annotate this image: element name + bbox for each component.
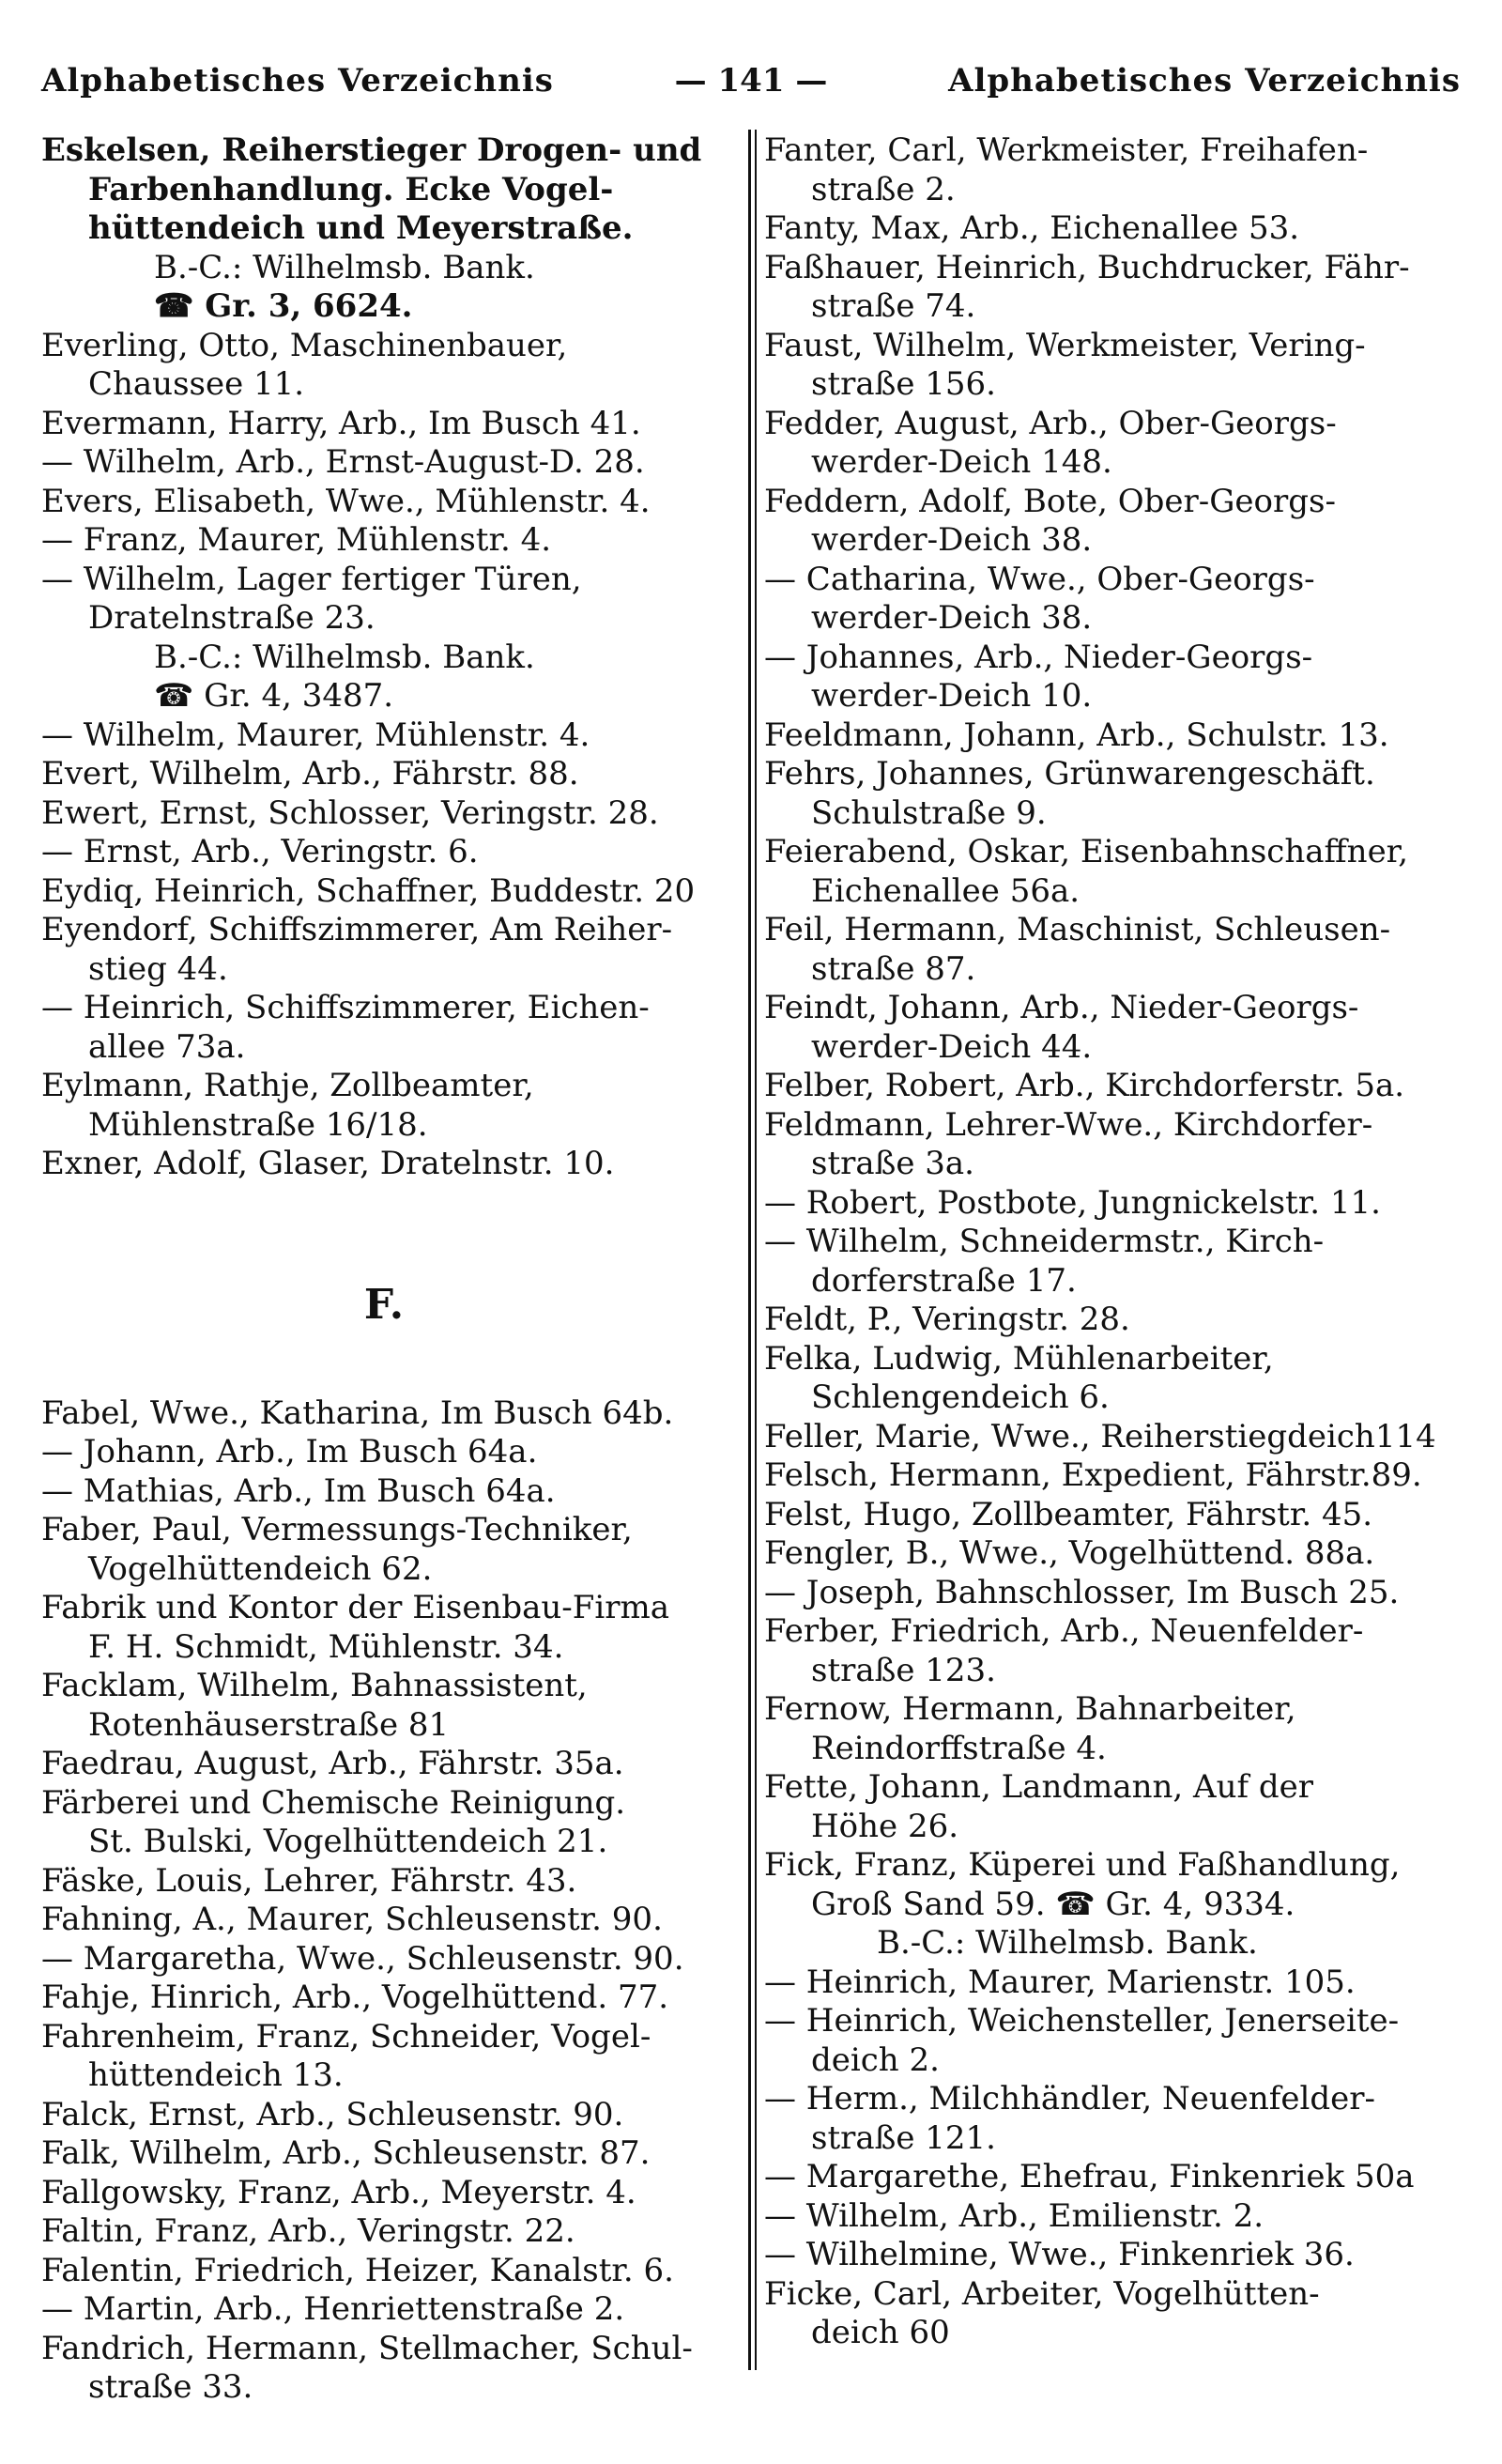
directory-entry-line: — Margarethe, Ehefrau, Finkenriek 50a xyxy=(764,2158,1415,2195)
directory-entry-line: B.-C.: Wilhelmsb. Bank. xyxy=(154,248,535,286)
directory-entry-line: St. Bulski, Vogelhüttendeich 21. xyxy=(88,1823,608,1860)
directory-entry-line: werder-Deich 38. xyxy=(811,521,1093,559)
directory-entry-line: Felsch, Hermann, Expedient, Fährstr.89. xyxy=(764,1456,1422,1494)
directory-entry-line: Feller, Marie, Wwe., Reiherstiegdeich114 xyxy=(764,1417,1436,1455)
directory-entry-line: Faltin, Franz, Arb., Veringstr. 22. xyxy=(41,2212,575,2250)
header-right: Alphabetisches Verzeichnis xyxy=(948,62,1461,100)
directory-entry-line: deich 60 xyxy=(811,2314,950,2351)
right-column xyxy=(764,131,1466,2353)
directory-entry-line: — Heinrich, Maurer, Marienstr. 105. xyxy=(764,1963,1356,2001)
directory-entry-line: Fabel, Wwe., Katharina, Im Busch 64b. xyxy=(41,1394,674,1432)
page-number: — 141 — xyxy=(674,62,828,100)
directory-entry-line: — Heinrich, Schiffszimmerer, Eichen- xyxy=(41,989,650,1026)
directory-entry-line: Felst, Hugo, Zollbeamter, Fährstr. 45. xyxy=(764,1495,1373,1533)
directory-entry-line: Feddern, Adolf, Bote, Ober-Georgs- xyxy=(764,482,1336,520)
directory-entry-line: Fäske, Louis, Lehrer, Fährstr. 43. xyxy=(41,1861,577,1900)
directory-entry-line: Fedder, August, Arb., Ober-Georgs- xyxy=(764,404,1337,442)
directory-entry-line: Feil, Hermann, Maschinist, Schleusen- xyxy=(764,911,1391,948)
directory-entry-line: Ficke, Carl, Arbeiter, Vogelhütten- xyxy=(764,2274,1320,2313)
directory-entry-line: dorferstraße 17. xyxy=(811,1261,1077,1300)
directory-entry-line: Feldmann, Lehrer-Wwe., Kirchdorfer- xyxy=(764,1105,1373,1144)
directory-entry-line: hüttendeich 13. xyxy=(88,2056,344,2094)
directory-entry-line: — Wilhelm, Lager fertiger Türen, xyxy=(41,560,582,598)
directory-entry-line: Facklam, Wilhelm, Bahnassistent, xyxy=(41,1667,588,1704)
directory-entry-line: Ewert, Ernst, Schlosser, Veringstr. 28. xyxy=(41,793,659,832)
directory-entry-line: — Wilhelm, Arb., Ernst-August-D. 28. xyxy=(41,443,645,481)
directory-entry-line: Feindt, Johann, Arb., Nieder-Georgs- xyxy=(764,989,1359,1026)
directory-entry-line: Fette, Johann, Landmann, Auf der xyxy=(764,1768,1314,1806)
directory-entry-line: straße 123. xyxy=(811,1651,996,1689)
directory-entry-line: hüttendeich und Meyerstraße. xyxy=(88,209,634,247)
directory-entry-line: Fallgowsky, Franz, Arb., Meyerstr. 4. xyxy=(41,2173,636,2211)
directory-entry-line: Ferber, Friedrich, Arb., Neuenfelder- xyxy=(764,1612,1364,1650)
directory-entry-line: Fahje, Hinrich, Arb., Vogelhüttend. 77. xyxy=(41,1979,669,2016)
directory-entry-line: Reindorffstraße 4. xyxy=(811,1729,1107,1767)
directory-entry-line: Vogelhüttendeich 62. xyxy=(88,1549,433,1588)
directory-entry-line: Felber, Robert, Arb., Kirchdorferstr. 5a. xyxy=(764,1067,1405,1104)
directory-entry-line: Eskelsen, Reiherstieger Drogen- und xyxy=(41,131,702,169)
directory-entry-line: — Franz, Maurer, Mühlenstr. 4. xyxy=(41,521,552,559)
directory-entry-line: Feeldmann, Johann, Arb., Schulstr. 13. xyxy=(764,716,1389,754)
directory-entry-line: — Herm., Milchhändler, Neuenfelder- xyxy=(764,2080,1375,2118)
directory-entry-line: Fahrenheim, Franz, Schneider, Vogel- xyxy=(41,2017,651,2056)
directory-entry-line: werder-Deich 38. xyxy=(811,599,1093,637)
directory-entry-line: — Joseph, Bahnschlosser, Im Busch 25. xyxy=(764,1573,1400,1611)
directory-entry-line: Rotenhäuserstraße 81 xyxy=(88,1705,450,1744)
directory-entry-line: Falk, Wilhelm, Arb., Schleusenstr. 87. xyxy=(41,2134,651,2172)
directory-entry-line: Felka, Ludwig, Mühlenarbeiter, xyxy=(764,1339,1274,1378)
directory-entry-line: Feierabend, Oskar, Eisenbahnschaffner, xyxy=(764,833,1409,870)
directory-entry-line: Fengler, B., Wwe., Vogelhüttend. 88a. xyxy=(764,1534,1375,1572)
directory-entry-line: — Wilhelm, Maurer, Mühlenstr. 4. xyxy=(41,716,590,754)
directory-entry-line: Chaussee 11. xyxy=(88,365,305,403)
directory-entry-line: — Ernst, Arb., Veringstr. 6. xyxy=(41,833,479,870)
directory-entry-line: Fehrs, Johannes, Grünwarengeschäft. xyxy=(764,755,1375,793)
directory-entry-line: — Johann, Arb., Im Busch 64a. xyxy=(41,1433,538,1471)
directory-entry-line: Fernow, Hermann, Bahnarbeiter, xyxy=(764,1690,1296,1728)
directory-entry-line: Faedrau, August, Arb., Fährstr. 35a. xyxy=(41,1745,624,1782)
directory-entry-line: Fandrich, Hermann, Stellmacher, Schul- xyxy=(41,2329,693,2367)
directory-entry-line: Eyendorf, Schiffszimmerer, Am Reiher- xyxy=(41,911,673,948)
directory-entry-line: B.-C.: Wilhelmsb. Bank. xyxy=(877,1924,1258,1962)
directory-entry-line: werder-Deich 10. xyxy=(811,677,1093,715)
directory-entry-line: Everling, Otto, Maschinenbauer, xyxy=(41,326,568,364)
directory-entry-line: ☎ Gr. 3, 6624. xyxy=(154,287,413,325)
directory-entry-line: Farbenhandlung. Ecke Vogel- xyxy=(88,170,614,208)
directory-entry-line: Evers, Elisabeth, Wwe., Mühlenstr. 4. xyxy=(41,482,651,520)
directory-entry-line: werder-Deich 44. xyxy=(811,1027,1093,1066)
directory-entry-line: ☎ Gr. 4, 3487. xyxy=(154,677,394,715)
directory-entry-line: Fick, Franz, Küperei und Faßhandlung, xyxy=(764,1846,1401,1884)
left-entries-f xyxy=(41,1394,727,2408)
column-divider-inner xyxy=(755,130,757,2370)
directory-entry-line: Fahning, A., Maurer, Schleusenstr. 90. xyxy=(41,1901,663,1938)
directory-entry-line: B.-C.: Wilhelmsb. Bank. xyxy=(154,638,535,676)
directory-entry-line: Groß Sand 59. ☎ Gr. 4, 9334. xyxy=(811,1885,1295,1923)
directory-entry-line: Exner, Adolf, Glaser, Dratelnstr. 10. xyxy=(41,1145,615,1182)
directory-entry-line: deich 2. xyxy=(811,2040,940,2079)
directory-entry-line: straße 87. xyxy=(811,949,976,988)
directory-entry-line: Mühlenstraße 16/18. xyxy=(88,1105,428,1144)
left-entries-e xyxy=(41,131,727,1184)
directory-entry-line: — Johannes, Arb., Nieder-Georgs- xyxy=(764,638,1313,676)
directory-entry-line: — Wilhelm, Arb., Emilienstr. 2. xyxy=(764,2196,1264,2235)
directory-entry-line: Evert, Wilhelm, Arb., Fährstr. 88. xyxy=(41,755,579,793)
directory-entry-line: straße 156. xyxy=(811,365,996,403)
directory-entry-line: straße 121. xyxy=(811,2118,996,2157)
directory-entry-line: straße 2. xyxy=(811,170,956,208)
page-header xyxy=(41,62,1461,118)
directory-entry-line: Evermann, Harry, Arb., Im Busch 41. xyxy=(41,404,641,442)
directory-entry-line: — Robert, Postbote, Jungnickelstr. 11. xyxy=(764,1183,1381,1222)
directory-entry-line: Fabrik und Kontor der Eisenbau-Firma xyxy=(41,1589,670,1626)
directory-entry-line: allee 73a. xyxy=(88,1027,246,1066)
directory-entry-line: — Wilhelmine, Wwe., Finkenriek 36. xyxy=(764,2236,1355,2273)
directory-entry-line: F. H. Schmidt, Mühlenstr. 34. xyxy=(88,1627,564,1666)
directory-entry-line: — Margaretha, Wwe., Schleusenstr. 90. xyxy=(41,1939,684,1978)
directory-entry-line: Eylmann, Rathje, Zollbeamter, xyxy=(41,1067,534,1104)
directory-entry-line: werder-Deich 148. xyxy=(811,443,1112,481)
directory-entry-line: straße 3a. xyxy=(811,1145,974,1182)
directory-entry-line: Dratelnstraße 23. xyxy=(88,599,376,637)
directory-entry-line: Färberei und Chemische Reinigung. xyxy=(41,1783,626,1822)
directory-entry-line: Eydiq, Heinrich, Schaffner, Buddestr. 20 xyxy=(41,871,696,910)
directory-entry-line: stieg 44. xyxy=(88,949,228,988)
directory-entry-line: Faber, Paul, Vermessungs-Techniker, xyxy=(41,1511,633,1548)
directory-entry-line: — Mathias, Arb., Im Busch 64a. xyxy=(41,1471,556,1510)
column-divider xyxy=(748,130,751,2370)
directory-entry-line: — Martin, Arb., Henriettenstraße 2. xyxy=(41,2290,625,2328)
header-left: Alphabetisches Verzeichnis xyxy=(41,62,554,100)
directory-entry-line: Faust, Wilhelm, Werkmeister, Vering- xyxy=(764,326,1366,364)
directory-entry-line: Falck, Ernst, Arb., Schleusenstr. 90. xyxy=(41,2095,624,2133)
directory-entry-line: Höhe 26. xyxy=(811,1807,959,1845)
directory-entry-line: — Catharina, Wwe., Ober-Georgs- xyxy=(764,560,1315,598)
directory-entry-line: Fanty, Max, Arb., Eichenallee 53. xyxy=(764,209,1300,247)
directory-entry-line: Eichenallee 56a. xyxy=(811,871,1081,910)
directory-entry-line: Fanter, Carl, Werkmeister, Freihafen- xyxy=(764,131,1369,169)
directory-entry-line: Schlengendeich 6. xyxy=(811,1378,1110,1416)
left-column xyxy=(41,131,727,2408)
directory-entry-line: Schulstraße 9. xyxy=(811,793,1047,832)
directory-entry-line: straße 33. xyxy=(88,2368,253,2406)
directory-entry-line: — Heinrich, Weichensteller, Jenerseite- xyxy=(764,2002,1400,2040)
directory-entry-line: straße 74. xyxy=(811,287,976,325)
directory-entry-line: — Wilhelm, Schneidermstr., Kirch- xyxy=(764,1223,1325,1260)
section-title: F. xyxy=(363,1280,405,1329)
directory-entry-line: Faßhauer, Heinrich, Buchdrucker, Fähr- xyxy=(764,248,1410,286)
directory-entry-line: Falentin, Friedrich, Heizer, Kanalstr. 6. xyxy=(41,2251,674,2289)
directory-entry-line: Feldt, P., Veringstr. 28. xyxy=(764,1301,1130,1338)
right-entries xyxy=(764,131,1466,2353)
